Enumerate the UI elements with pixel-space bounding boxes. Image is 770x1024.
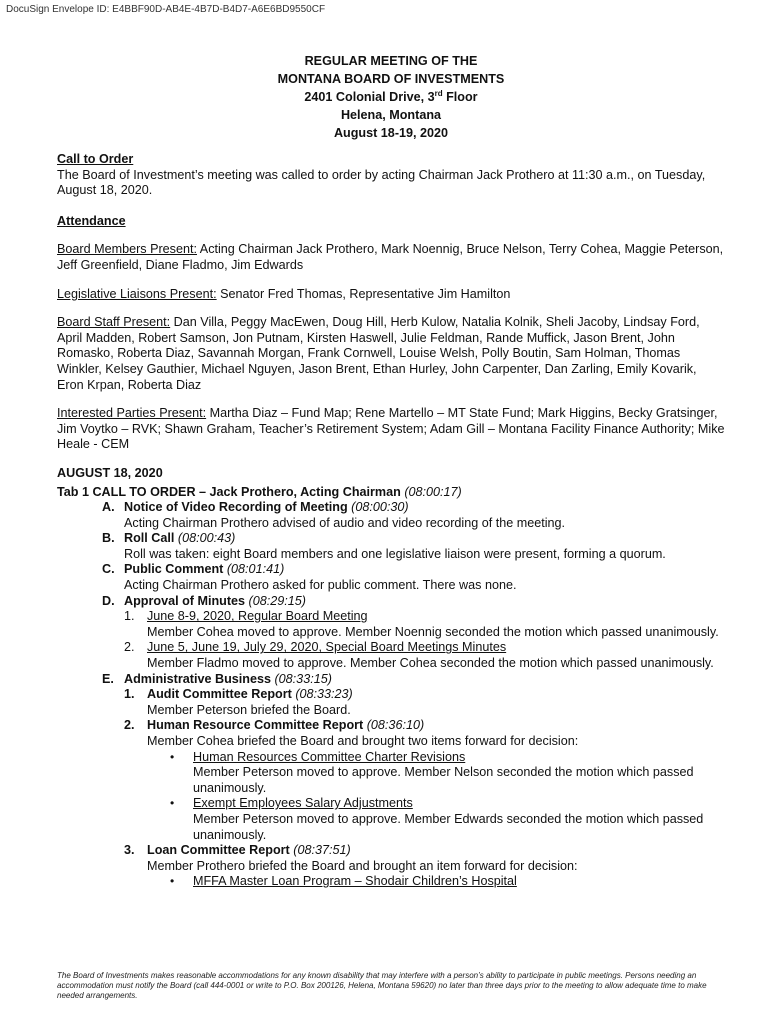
- accommodation-footer: The Board of Investments makes reasonable accommodations for any known disability that may interfere with a person’s ability to participate in public meetings. Persons needing an accommodation must notify the Board (call 444-0001 or write to P.O. Box 200126, Helena, Montana 59620) no later than three days prior to the meeting to allow adequate time to make needed arrangements.: [57, 971, 707, 1000]
- item-b: B. Roll Call (08:00:43): [102, 531, 236, 546]
- title-line-1: REGULAR MEETING OF THE: [304, 54, 478, 68]
- call-to-order-text: The Board of Investment’s meeting was called to order by acting Chairman Jack Prothero at 11:30 a.m., on Tuesday, August 18, 2020.: [57, 167, 706, 198]
- document-title: [57, 52, 725, 142]
- item-e-1-text: Member Peterson briefed the Board.: [147, 702, 351, 717]
- item-e-2-bullet-2-text: Member Peterson moved to approve. Member Edwards seconded the motion which passed unanimously.: [193, 811, 704, 842]
- item-e-2: 2. Human Resource Committee Report (08:36:10): [124, 718, 425, 733]
- item-a-text: Acting Chairman Prothero advised of audio and video recording of the meeting.: [124, 515, 566, 530]
- item-d: D. Approval of Minutes (08:29:15): [102, 593, 306, 608]
- call-to-order-heading: Call to Order: [57, 152, 134, 166]
- attendance-heading: Attendance: [57, 213, 126, 228]
- interested-parties-present: Interested Parties Present: Martha Diaz – Fund Map; Rene Martello – MT State Fund; Mark Higgins, Becky Gratsinger, Jim Voytko – RVK; Shawn Graham, Teacher’s Retirement System; Adam Gill – Montana Facility Finance Authority; Mike Heale - CEM: [57, 406, 725, 452]
- item-e-3: 3. Loan Committee Report (08:37:51): [124, 843, 351, 858]
- item-a: A. Notice of Video Recording of Meeting (08:00:30): [102, 500, 409, 515]
- board-staff-present: Board Staff Present: Dan Villa, Peggy MacEwen, Doug Hill, Herb Kulow, Natalia Kolnik, Sheli Jacoby, Lindsay Ford, April Madden, Robert Samson, Jon Putnam, Kirsten Haswell, Julie Feldman, Rande Muffick, Jason Brent, John Romasko, Roberta Diaz, Savannah Morgan, Frank Cornwell, Louise Welsh, Polly Boutin, Sam Holman, Thomas Winkler, Kelsey Gauthier, Michael Nguyen, Jason Brent, Ethan Hurley, John Carpenter, Dan Zarling, Emily Kovarik, Eron Krpan, Roberta Diaz: [57, 315, 700, 392]
- item-e-1: 1. Audit Committee Report (08:33:23): [124, 687, 353, 702]
- minutes-page: [57, 52, 725, 890]
- item-c-text: Acting Chairman Prothero asked for public comment. There was none.: [124, 578, 517, 593]
- title-address: 2401 Colonial Drive, 3rd Floor: [304, 88, 478, 104]
- item-d-2: 2. June 5, June 19, July 29, 2020, Special Board Meetings Minutes: [124, 640, 507, 655]
- item-e-3-text: Member Prothero briefed the Board and brought an item forward for decision:: [147, 858, 578, 873]
- item-b-text: Roll was taken: eight Board members and one legislative liaison were present, forming a quorum.: [124, 546, 666, 561]
- item-e-3-bullet-1: • MFFA Master Loan Program – Shodair Children’s Hospital: [170, 874, 517, 889]
- bullet-icon: •: [170, 874, 175, 889]
- item-d-1-text: Member Cohea moved to approve. Member Noennig seconded the motion which passed unanimously.: [147, 624, 719, 639]
- day-heading: AUGUST 18, 2020: [57, 465, 163, 480]
- docusign-envelope-id: DocuSign Envelope ID: E4BBF90D-AB4E-4B7D-B4D7-A6E6BD9550CF: [6, 4, 326, 15]
- title-city: Helena, Montana: [340, 108, 442, 122]
- board-members-present: Board Members Present: Acting Chairman Jack Prothero, Mark Noennig, Bruce Nelson, Terry Cohea, Maggie Peterson, Jeff Greenfield, Diane Fladmo, Jim Edwards: [57, 242, 724, 272]
- item-e-2-bullet-1: • Human Resources Committee Charter Revisions: [170, 749, 466, 764]
- legislative-liaisons-present: Legislative Liaisons Present: Senator Fred Thomas, Representative Jim Hamilton: [57, 286, 511, 301]
- item-e: E. Administrative Business (08:33:15): [102, 671, 332, 686]
- item-e-2-bullet-1-text: Member Peterson moved to approve. Member Nelson seconded the motion which passed unanimously.: [193, 765, 694, 795]
- item-e-2-bullet-2: • Exempt Employees Salary Adjustments: [170, 796, 413, 811]
- item-d-2-text: Member Fladmo moved to approve. Member Cohea seconded the motion which passed unanimously.: [147, 656, 714, 671]
- item-c: C. Public Comment (08:01:41): [102, 562, 285, 577]
- bullet-icon: •: [170, 749, 175, 764]
- tab1-heading: Tab 1 CALL TO ORDER – Jack Prothero, Acting Chairman (08:00:17): [57, 484, 462, 499]
- item-e-2-text: Member Cohea briefed the Board and brought two items forward for decision:: [147, 734, 579, 748]
- item-d-1: 1. June 8-9, 2020, Regular Board Meeting: [124, 609, 368, 624]
- title-date: August 18-19, 2020: [333, 126, 449, 140]
- bullet-icon: •: [170, 796, 175, 811]
- title-line-2: MONTANA BOARD OF INVESTMENTS: [277, 72, 505, 86]
